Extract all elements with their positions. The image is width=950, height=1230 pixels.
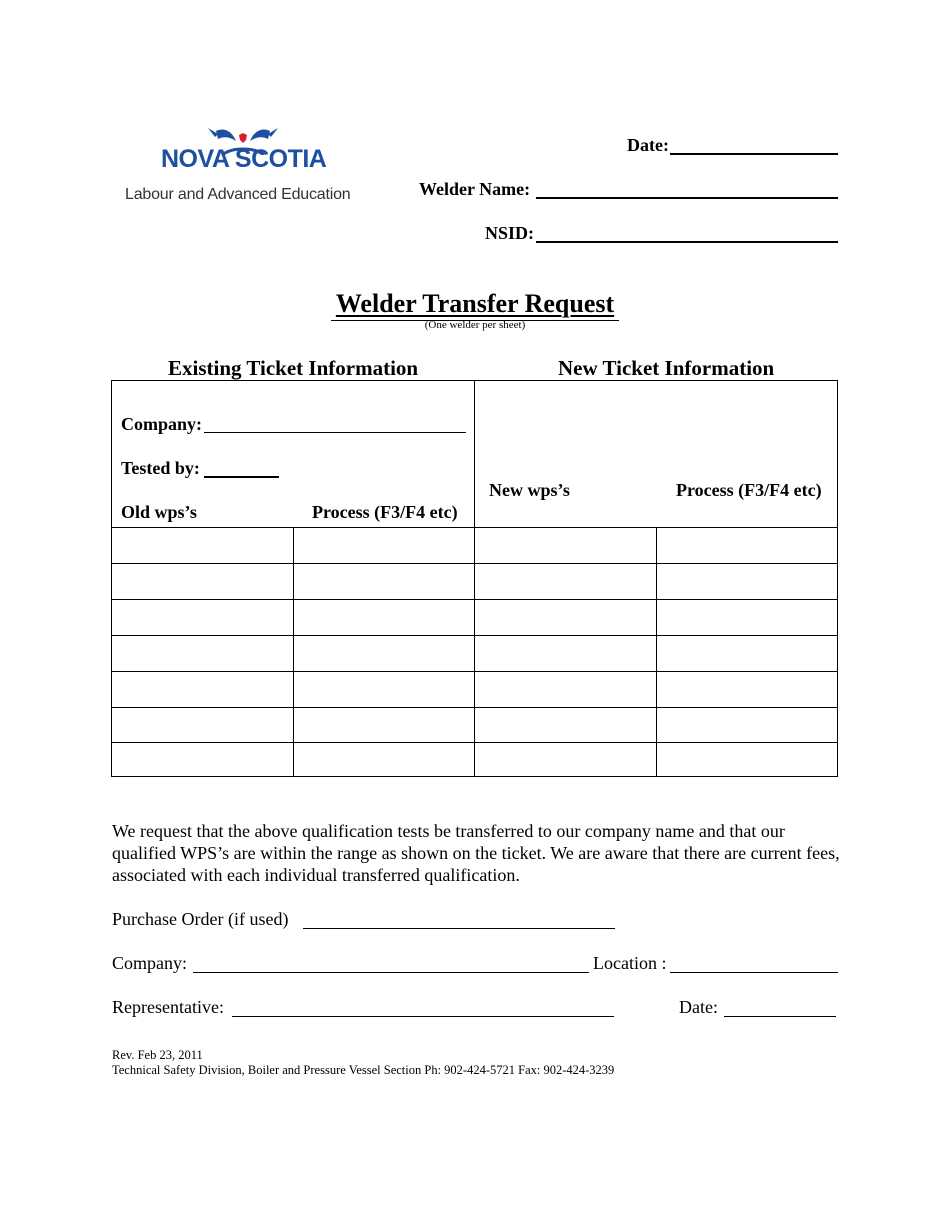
table-row-line (111, 527, 838, 528)
welder-name-field[interactable] (536, 197, 838, 199)
table-row-line (111, 635, 838, 636)
nova-scotia-logo (118, 125, 378, 215)
table-left-border (111, 380, 112, 777)
new-ticket-heading: New Ticket Information (558, 356, 775, 380)
new-process-column-header: Process (F3/F4 etc) (676, 480, 822, 500)
nsid-label: NSID: (485, 223, 535, 243)
date-field[interactable] (670, 153, 838, 155)
revision-date: Rev. Feb 23, 2011 (112, 1048, 203, 1062)
old-wps-column-header: Old wps’s (121, 502, 197, 522)
table-center-divider (474, 380, 475, 777)
footer-date-field[interactable] (724, 1016, 836, 1017)
existing-process-column-header: Process (F3/F4 etc) (312, 502, 458, 522)
table-left-col-divider (293, 527, 294, 777)
new-wps-column-header: New wps’s (489, 480, 570, 500)
logo-province-name: NOVA SCOTIA (161, 145, 327, 173)
page-title: Welder Transfer Request (335, 289, 615, 318)
representative-label: Representative: (112, 997, 224, 1017)
location-label: Location : (593, 953, 667, 973)
date-label: Date: (627, 135, 669, 155)
tested-by-label: Tested by: (121, 458, 200, 478)
table-right-border (837, 380, 838, 777)
transfer-statement: We request that the above qualification tests be transferred to our company name and that our qualified WPS’s are within the range as shown on the ticket. We are aware that there are current fees, associated with each individual transferred qualification. (112, 821, 840, 885)
table-bottom-border (111, 776, 838, 777)
tested-by-field[interactable] (204, 476, 279, 478)
company-label: Company: (112, 953, 187, 973)
existing-company-label: Company: (121, 414, 203, 434)
purchase-order-field[interactable] (303, 928, 615, 929)
logo-department: Labour and Advanced Education (125, 186, 351, 203)
table-row-line (111, 671, 838, 672)
page-subtitle: (One welder per sheet) (424, 319, 526, 331)
existing-company-field[interactable] (204, 432, 466, 433)
representative-field[interactable] (232, 1016, 614, 1017)
table-right-col-divider (656, 527, 657, 777)
welder-name-label: Welder Name: (419, 179, 531, 199)
nsid-field[interactable] (536, 241, 838, 243)
footer-date-label: Date: (679, 997, 718, 1017)
table-row-line (111, 563, 838, 564)
table-row-line (111, 742, 838, 743)
table-row-line (111, 599, 838, 600)
company-field[interactable] (193, 972, 589, 973)
purchase-order-label: Purchase Order (if used) (112, 909, 289, 929)
contact-info: Technical Safety Division, Boiler and Pressure Vessel Section Ph: 902-424-5721 Fax: 902-424-3239 (112, 1063, 615, 1077)
existing-ticket-heading: Existing Ticket Information (168, 356, 419, 380)
location-field[interactable] (670, 972, 838, 973)
table-row-line (111, 707, 838, 708)
